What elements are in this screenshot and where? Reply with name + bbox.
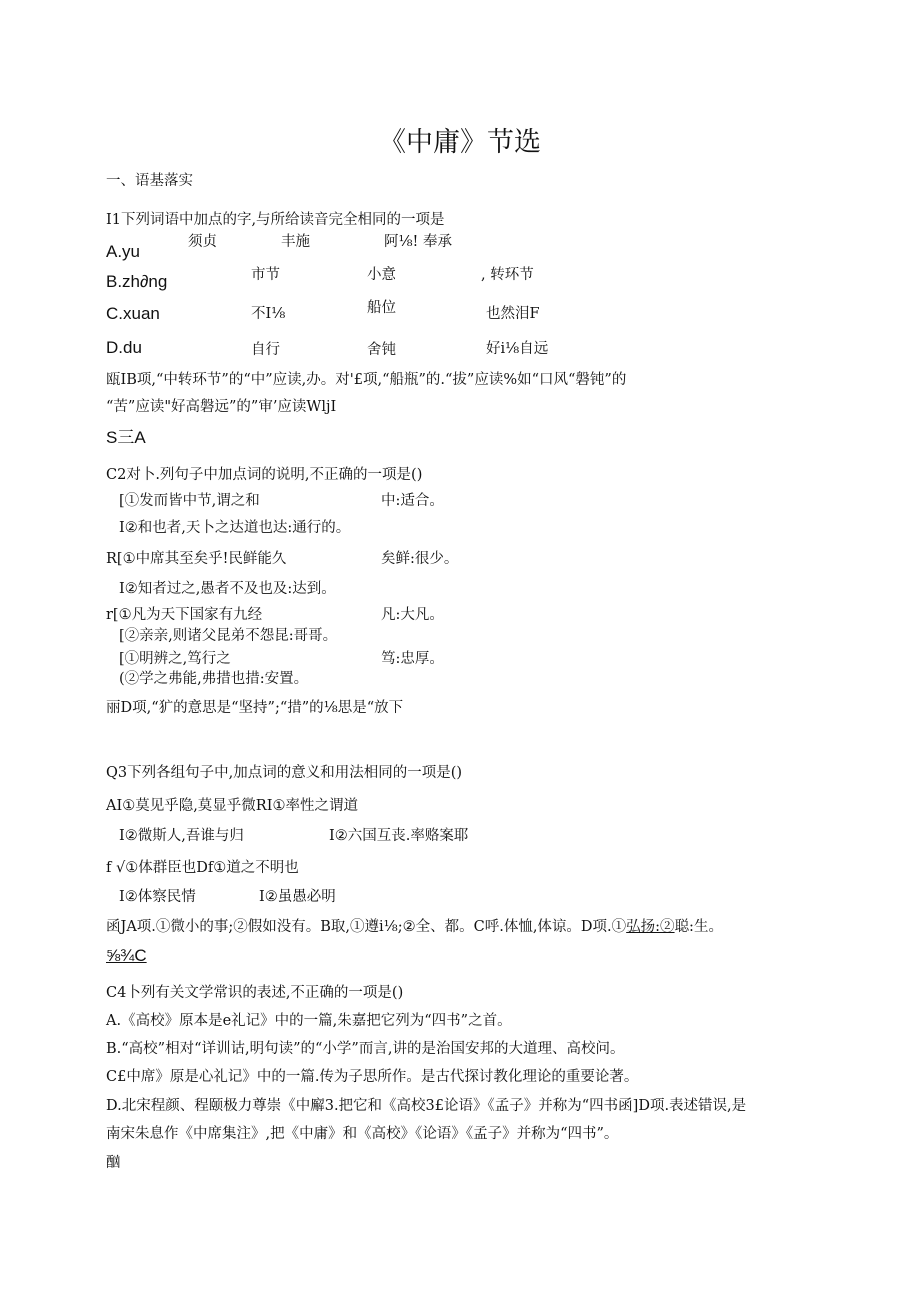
q1-stem: I1下列词语中加点的字,与所给读音完全相同的一项是 <box>106 212 445 228</box>
q3-option-a-line-2: I②微斯人,吾谁与归 <box>119 828 244 844</box>
q3-explanation <box>106 918 723 936</box>
q3-option-b-line-2: I②六国互丧.率赂案耶 <box>329 828 469 844</box>
q2-option-b-line-2: I②知者过之,愚者不及也及:达到。 <box>119 581 336 597</box>
q3-explanation-end: 聪:生。 <box>674 919 723 935</box>
section-heading: 一、语基落实 <box>106 173 193 189</box>
q1-option-d-word-1: 自行 <box>251 342 280 358</box>
q4-option-d-line-2: 南宋朱息作《中席集注》,把《中庸》和《高校》《论语》《孟子》并称为“四书”。 <box>106 1126 619 1142</box>
q1-option-b-word-2: 小意 <box>367 267 396 283</box>
q3-option-d-line-2: I②虽愚必明 <box>259 889 336 905</box>
q3-stem: Q3下列各组句子中,加点词的意义和用法相同的一项是() <box>106 765 463 781</box>
q1-option-d-word-3: 好i⅛自远 <box>486 341 549 357</box>
q1-explanation-line-2: “苦”应读"好高磐远”的”审’应读WljI <box>106 399 337 415</box>
q3-explanation-underlined: 弘扬:② <box>626 919 675 935</box>
q1-option-c-word-1: 不I⅛ <box>251 306 286 322</box>
page-title: 《中庸》节选 <box>379 127 541 158</box>
q1-option-b-label: B.zh∂ng <box>106 272 168 291</box>
q1-option-d-word-2: 舍钝 <box>367 342 396 358</box>
q3-options-cd-line-1: f √①体群臣也Df①道之不明也 <box>106 860 299 876</box>
q1-option-c-word-2: 船位 <box>367 300 396 316</box>
q1-option-b-word-1: 市节 <box>251 267 280 283</box>
q4-option-b: B.“高校”相对“详训诂,明句读”的“小学”而言,讲的是治国安邦的大道理、高校问。 <box>106 1041 625 1057</box>
q2-option-d-line-1: [①明辨之,笃行之 <box>119 651 231 667</box>
q3-option-c-line-2: I②体察民情 <box>119 889 196 905</box>
q1-option-a-word-2: 丰施 <box>281 234 310 250</box>
q3-answer: ⅝¾C <box>106 946 147 965</box>
q4-answer: 酗 <box>106 1155 121 1171</box>
q1-answer: S三A <box>106 428 146 447</box>
q2-option-c-line-1: r[①凡为天下国家有九经 <box>106 607 263 623</box>
q2-option-c-note: 凡:大凡。 <box>381 607 444 623</box>
q1-option-a-word-1: 须贞 <box>188 234 217 250</box>
q2-option-d-line-2: (②学之弗能,弗措也措:安置。 <box>119 671 309 687</box>
q1-option-d-label: D.du <box>106 338 142 357</box>
q2-stem: C2对卜.列句子中加点词的说明,不正确的一项是() <box>106 467 423 483</box>
q1-option-c-label: C.xuan <box>106 304 160 323</box>
q2-option-d-note: 笃:忠厚。 <box>381 651 444 667</box>
q4-stem: C4卜列有关文学常识的表述,不正确的一项是() <box>106 985 404 1001</box>
q3-options-ab-line-1: AI①莫见乎隐,莫显乎微RI①率性之谓道 <box>106 798 358 814</box>
q1-option-a-word-3: 阿⅛! 奉承 <box>384 234 452 250</box>
q1-option-b-word-3: , 转环节 <box>481 267 534 283</box>
q2-option-a-line-1: [①发而皆中节,谓之和 <box>119 493 260 509</box>
q2-option-b-note: 矣鲜:很少。 <box>381 551 459 567</box>
q2-explanation: 丽D项,“犷的意思是“坚持”;“措”的⅛思是“放下 <box>106 700 404 716</box>
q4-option-d-line-1: D.北宋程颜、程颐极力尊崇《中廨3.把它和《高校3£论语》《孟子》并称为“四书函]D项.表述错误,是 <box>106 1098 747 1114</box>
q1-explanation-line-1: 瓯IB项,“中转环节”的“中”应读,办。对'£项,“船瓶”的.“拔”应读%如“口风“磐钝”的 <box>106 372 627 388</box>
q3-explanation-text: 函JA项.①微小的事;②假如没有。B取,①遵i⅛;②全、都。C呼.体恤,体谅。D项.① <box>106 919 627 935</box>
q2-option-a-line-2: I②和也者,天卜之达道也达:通行的。 <box>119 520 351 536</box>
q2-option-c-line-2: [②亲亲,则诸父昆弟不怨昆:哥哥。 <box>119 628 338 644</box>
q4-option-c: C£中席》原是心礼记》中的一篇.传为子思所作。是古代探讨教化理论的重要论著。 <box>106 1069 639 1085</box>
q2-option-b-line-1: R[①中席其至矣乎!民鲜能久 <box>106 551 287 567</box>
q1-option-c-word-3: 也然泪F <box>486 306 540 322</box>
q4-option-a: A.《高校》原本是e礼记》中的一篇,朱嘉把它列为“四书”之首。 <box>106 1013 512 1029</box>
q1-option-a-label: A.yu <box>106 242 141 261</box>
q2-option-a-note: 中:适合。 <box>381 493 444 509</box>
